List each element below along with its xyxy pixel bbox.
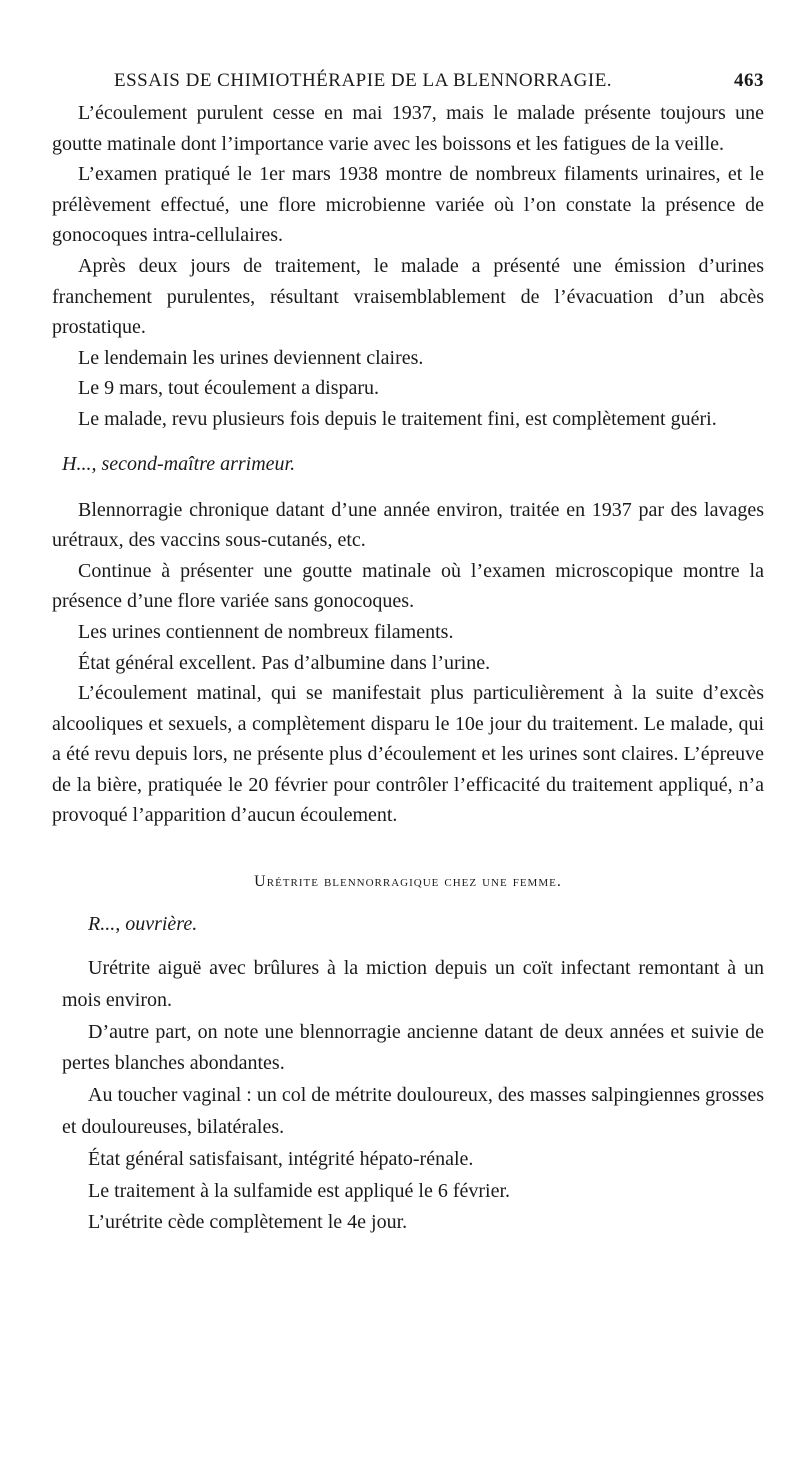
running-head	[114, 70, 764, 92]
paragraph: Blennorragie chronique datant d’une année environ, traitée en 1937 par des lavages urétraux, des vaccins sous-cutanés, etc.	[52, 498, 764, 552]
paragraph: L’écoulement purulent cesse en mai 1937, mais le malade présente toujours une goutte matinale dont l’importance varie avec les boissons et les fatigues de la veille.	[52, 102, 764, 155]
paragraph: L’écoulement matinal, qui se manifestait plus particulièrement à la suite d’excès alcooliques et sexuels, a complètement disparu le 10e jour du traitement. Le malade, qui a été revu depuis lors, ne présente plus d’écoulement et les urines sont claires. L’épreuve de la bière, pratiquée le 20 février pour contrôler l’efficacité du traitement appliqué, n’a provoqué l’apparition d’aucun écoulement.	[52, 682, 764, 827]
paragraph: État général excellent. Pas d’albumine dans l’urine.	[78, 651, 491, 674]
paragraph: État général satisfaisant, intégrité hépato-rénale.	[88, 1147, 474, 1170]
case2-body	[52, 495, 764, 832]
case3-patient-block	[88, 909, 764, 939]
paragraph: Le traitement à la sulfamide est appliqué le 6 février.	[88, 1179, 511, 1202]
section-heading: Urétrite blennorragique chez une femme.	[254, 873, 562, 891]
paragraph: Le malade, revu plusieurs fois depuis le traitement fini, est complètement guéri.	[78, 407, 717, 430]
case2-patient-block	[62, 449, 764, 479]
case3-patient-label: R..., ouvrière.	[88, 913, 198, 936]
paragraph: Les urines contiennent de nombreux filaments.	[78, 620, 454, 643]
case3-body	[52, 953, 764, 1239]
case1-continuation	[52, 98, 764, 435]
paragraph: Le 9 mars, tout écoulement a disparu.	[78, 377, 380, 400]
paragraph: Le lendemain les urines deviennent claires.	[78, 346, 424, 369]
paragraph: Urétrite aiguë avec brûlures à la miction depuis un coït infectant remontant à un mois environ.	[62, 957, 764, 1011]
page	[52, 70, 764, 1239]
paragraph: Après deux jours de traitement, le malade a présenté une émission d’urines franchement purulentes, résultant vraisemblablement de l’évacuation d’un abcès prostatique.	[52, 254, 764, 339]
paragraph: Au toucher vaginal : un col de métrite douloureux, des masses salpingiennes grosses et douloureuses, bilatérales.	[62, 1084, 764, 1139]
paragraph: D’autre part, on note une blennorragie ancienne datant de deux années et suivie de pertes blanches abondantes.	[62, 1020, 764, 1075]
running-title: ESSAIS DE CHIMIOTHÉRAPIE DE LA BLENNORRAGIE.	[114, 70, 613, 91]
paragraph: L’urétrite cède complètement le 4e jour.	[88, 1211, 408, 1234]
paragraph: L’examen pratiqué le 1er mars 1938 montre de nombreux filaments urinaires, et le prélèvement effectué, une flore microbienne variée où l’on constate la présence de gonocoques intra-cellulaires.	[52, 163, 764, 247]
case2-patient-label: H..., second-maître arrimeur.	[62, 452, 296, 475]
paragraph: Continue à présenter une goutte matinale où l’examen microscopique montre la présence d’une flore variée sans gonocoques.	[52, 559, 764, 613]
page-number: 463	[734, 70, 764, 91]
